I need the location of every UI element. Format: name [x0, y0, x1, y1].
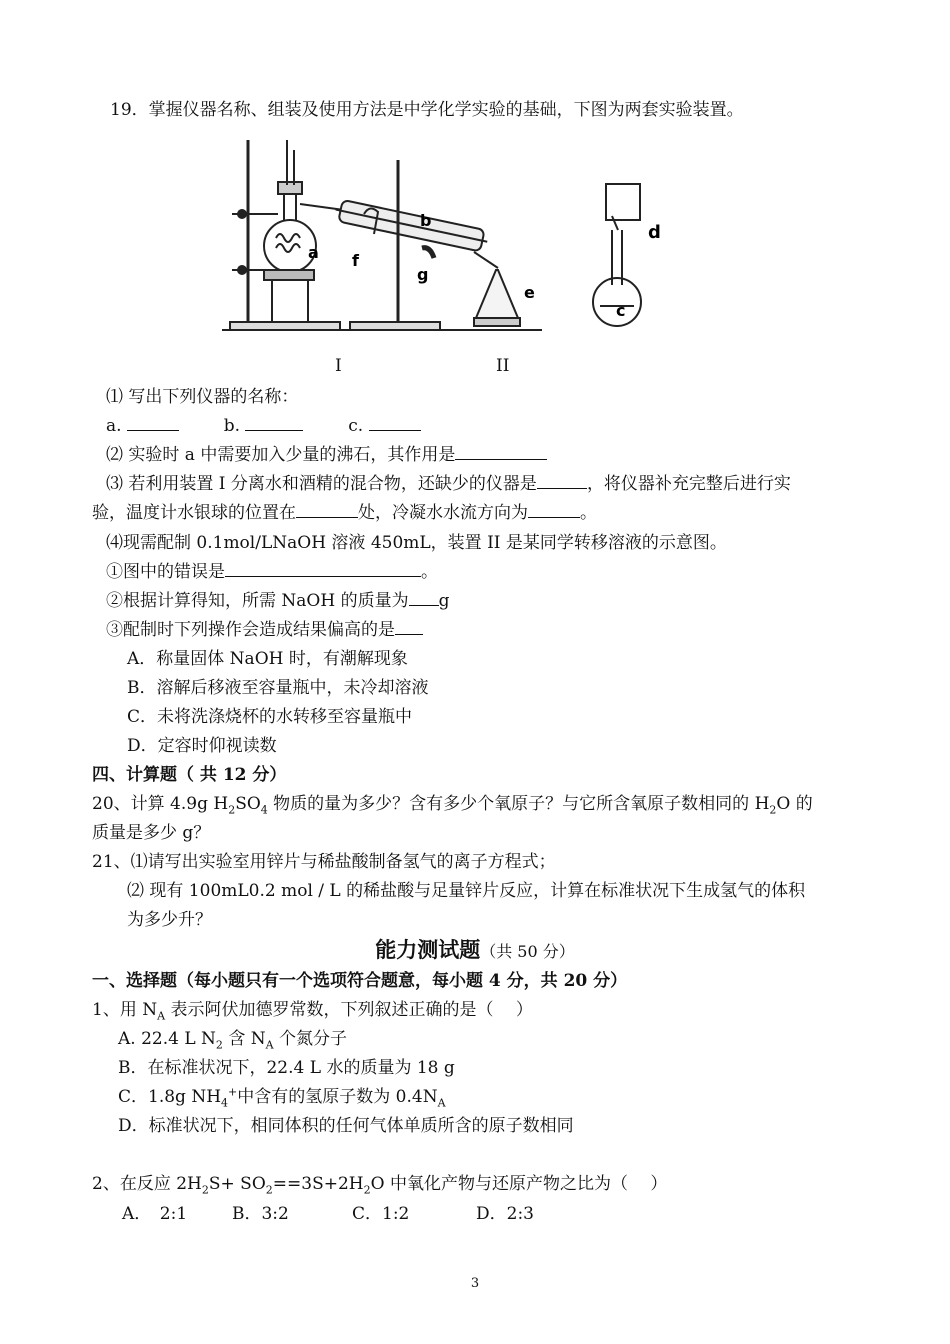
label-c: c — [616, 301, 626, 320]
q19-part4-3-text: ③配制时下列操作会造成结果偏高的是 — [106, 620, 395, 640]
m1-c-text-a: C．1.8g NH — [118, 1087, 222, 1107]
q19-part4-1 — [106, 559, 866, 585]
q19-part3-line1 — [106, 471, 866, 497]
ability-title-text: 能力测试题 — [375, 938, 481, 962]
m1-stem — [92, 997, 866, 1023]
figure-caption-1: I — [335, 356, 342, 376]
m1-stem-b: 表示阿伏加德罗常数，下列叙述正确的是（ ） — [165, 1000, 533, 1020]
blank-missing-instrument — [537, 472, 587, 489]
m2-sub-3: 2 — [363, 1183, 371, 1197]
apparatus-figure — [212, 130, 672, 340]
m1-c-sub2: A — [437, 1096, 446, 1110]
blank-choice — [395, 618, 423, 635]
q19-part4-2-unit: g — [438, 591, 450, 611]
q19-part4: ⑷现需配制 0.1mol/LNaOH 溶液 450mL，装置 II 是某同学转移溶液的示意图。 — [106, 533, 727, 553]
blank-c-label: c. — [348, 416, 364, 436]
q20-line2: 质量是多少 g？ — [92, 823, 211, 843]
q20-sub-3: 2 — [769, 803, 777, 817]
m2-option-b: B．3:2 — [232, 1204, 289, 1224]
blank-b-label: b. — [223, 416, 241, 436]
m2-sub-1: 2 — [201, 1183, 209, 1197]
m1-a-text-b: 含 N — [222, 1029, 266, 1049]
blank-water-flow — [528, 501, 580, 518]
q19-part3-text4: 处，冷凝水水流方向为 — [358, 503, 528, 523]
q19-part2-text: ⑵ 实验时 a 中需要加入少量的沸石，其作用是 — [106, 445, 456, 465]
q19-part3-text5: 。 — [580, 503, 597, 523]
m1-stem-a: 1、用 N — [92, 1000, 158, 1020]
m2-option-d: D．2:3 — [476, 1204, 534, 1224]
q20-sub-2: 4 — [260, 803, 268, 817]
q21-line1: 21、⑴请写出实验室用锌片与稀盐酸制备氢气的离子方程式； — [92, 852, 556, 872]
m1-option-d: D．标准状况下，相同体积的任何气体单质所含的原子数相同 — [118, 1116, 574, 1136]
q19-part4-2 — [106, 588, 866, 614]
m2-stem — [92, 1171, 866, 1197]
label-a: a — [308, 243, 319, 262]
label-g: g — [417, 265, 429, 284]
q19-part4-1-text: ①图中的错误是 — [106, 562, 225, 582]
m1-option-b: B．在标准状况下，22.4 L 水的质量为 18 g — [118, 1058, 455, 1078]
ability-title-score: （共 50 分） — [480, 942, 575, 961]
m1-c-text-b: 中含有的氢原子数为 0.4N — [237, 1087, 438, 1107]
q19-part3-text1: ⑶ 若利用装置 I 分离水和酒精的混合物，还缺少的仪器是 — [106, 474, 537, 494]
m1-a-text-c: 个氮分子 — [273, 1029, 347, 1049]
m2-option-a: A． 2:1 — [122, 1204, 188, 1224]
label-e: e — [524, 283, 535, 302]
q19-part1: ⑴ 写出下列仪器的名称： — [106, 387, 299, 407]
m2-stem-a: 2、在反应 2H — [92, 1174, 202, 1194]
q19-option-b: B．溶解后移液至容量瓶中，未冷却溶液 — [127, 678, 429, 698]
q20-text-c: 物质的量为多少？含有多少个氧原子？与它所含氧原子数相同的 H — [267, 794, 770, 814]
ability-test-title — [0, 935, 950, 967]
section-1-title: 一、选择题（每小题只有一个选项符合题意，每小题 4 分，共 20 分） — [92, 971, 628, 991]
q19-option-d: D．定容时仰视读数 — [127, 736, 277, 756]
q19-part3-text2: ，将仪器补充完整后进行实 — [586, 474, 791, 494]
m2-option-c: C．1:2 — [352, 1204, 410, 1224]
q19-part1-blanks — [106, 413, 866, 439]
blank-b — [245, 414, 303, 431]
m1-c-sup: + — [228, 1085, 238, 1099]
q19-part3-text3: 验，温度计水银球的位置在 — [92, 503, 296, 523]
blank-zeolite — [455, 443, 547, 460]
q20-text-a: 20、计算 4.9g H — [92, 794, 229, 814]
m2-options — [122, 1201, 866, 1227]
label-f: f — [352, 251, 359, 270]
q21-line2: ⑵ 现有 100mL0.2 mol / L 的稀盐酸与足量锌片反应，计算在标准状况下生成氢气的体积 — [127, 881, 806, 901]
q19-part3-line2 — [92, 500, 866, 526]
m1-option-a — [118, 1026, 866, 1052]
m1-a-sub2: A — [265, 1038, 274, 1052]
q21-line3: 为多少升？ — [127, 910, 212, 930]
m1-stem-sub: A — [157, 1009, 166, 1023]
section-4-title: 四、计算题（ 共 12 分） — [92, 765, 287, 785]
m1-a-text-a: A. 22.4 L N — [118, 1029, 216, 1049]
m2-sub-2: 2 — [265, 1183, 273, 1197]
q19-part4-2-text: ②根据计算得知，所需 NaOH 的质量为 — [106, 591, 409, 611]
label-b: b — [420, 211, 432, 230]
blank-a — [127, 414, 179, 431]
blank-bulb-position — [296, 501, 358, 518]
q20-text-b: SO — [235, 794, 261, 814]
m2-stem-d: O 中氧化产物与还原产物之比为（ ） — [370, 1174, 668, 1194]
q20-sub-1: 2 — [228, 803, 236, 817]
m1-option-c — [118, 1084, 866, 1110]
figure-caption-2: II — [496, 356, 510, 376]
blank-a-label: a. — [106, 416, 122, 436]
q20-text-d: O 的 — [776, 794, 813, 814]
m1-a-sub: 2 — [215, 1038, 223, 1052]
q19-part4-3 — [106, 617, 866, 643]
q19-option-a: A．称量固体 NaOH 时，有潮解现象 — [127, 649, 408, 669]
m1-c-sub: 4 — [221, 1096, 229, 1110]
q19-part2 — [106, 442, 866, 468]
q19-part4-1-end: 。 — [421, 562, 438, 582]
label-d: d — [648, 222, 661, 243]
page-number: 3 — [470, 1276, 480, 1291]
m2-stem-c: ==3S+2H — [272, 1174, 364, 1194]
q19-stem: 19．掌握仪器名称、组装及使用方法是中学化学实验的基础，下图为两套实验装置。 — [110, 100, 744, 120]
blank-error — [225, 560, 421, 577]
blank-c — [369, 414, 421, 431]
q19-option-c: C．未将洗涤烧杯的水转移至容量瓶中 — [127, 707, 413, 727]
blank-mass — [409, 589, 439, 606]
m2-stem-b: S+ SO — [208, 1174, 266, 1194]
q20-line1 — [92, 791, 866, 817]
